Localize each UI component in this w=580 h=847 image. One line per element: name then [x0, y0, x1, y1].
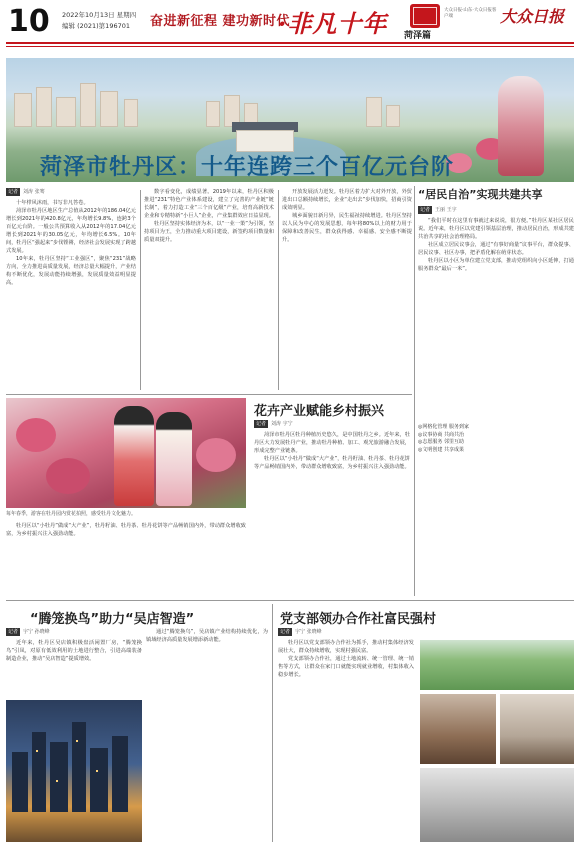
paragraph: 十年栉风沐雨，书写非凡答卷。 [16, 200, 89, 206]
lead-byline [6, 188, 136, 196]
worker-photo [420, 694, 496, 764]
dancer-figure [498, 76, 544, 176]
city-night-photo [6, 700, 142, 842]
cage-byline [6, 628, 142, 636]
cage-article-body-2 [146, 628, 268, 842]
issue-date: 2022年10月13日 星期四 [62, 11, 137, 19]
building-icon [50, 742, 68, 812]
lead-article-col1 [6, 188, 136, 392]
right-feature-title: “居民自治”实现共建共享 [418, 188, 543, 201]
column-divider [272, 604, 273, 842]
party-byline [278, 628, 414, 636]
banner-slogan: 奋进新征程 建功新时代 [150, 14, 291, 29]
byline-text: 刘涛 张骞 [23, 189, 45, 195]
column-divider [140, 190, 141, 390]
column-divider [278, 190, 279, 390]
peony-icon [46, 458, 90, 494]
paragraph: 牡丹区以“小牡丹”做成“大产业”，牡丹籽油、牡丹茶、牡丹花饼等产品畅销国内外，带动群众增收致富，为乡村振兴注入强劲动能。 [6, 523, 246, 537]
byline-tag: 记者 [420, 207, 431, 213]
paragraph: 数字看变化，成绩显著。2019年以来，牡丹区积极推进“231”特色产业体系建设，建立了完善的产业链“链长制”，着力打造工业“三个百亿级”产业，培育高新技术企业和专精特新“小巨人”企业，产业集群效应日益显现。 [144, 189, 274, 219]
peony-photo [6, 398, 246, 508]
pavilion [236, 130, 294, 152]
window-light [76, 740, 78, 742]
peony-icon [16, 418, 56, 452]
paper-subtitle: 大众日报·山东·大众日报客户端 [444, 8, 497, 19]
feature-banner [150, 4, 400, 36]
list-item: ◎志愿服务 邻里互助 [418, 439, 464, 446]
right-feature-body [418, 206, 574, 416]
masthead-rule [6, 42, 574, 44]
person-figure [156, 412, 192, 506]
byline-tag: 记者 [8, 189, 19, 195]
building-icon [36, 87, 52, 127]
edition-name: 菏泽篇 [404, 31, 432, 41]
building-icon [72, 722, 86, 812]
paragraph: 菏泽市牡丹区地区生产总值从2012年的186.04亿元增长到2021年的420.8亿元，年均增长9.8%，连跨3个百亿元台阶。一般公共预算收入从2012年的17.04亿元增长到2021年的30.05亿元，年均增长6.5%。10年间，牡丹区“强起来”步伐铿锵，经济社会发展实现了跨越式发展。 [6, 208, 136, 254]
list-item: ◎网格化管理 服务到家 [418, 424, 469, 430]
lead-article-col3 [282, 188, 412, 392]
factory-photo [420, 768, 574, 842]
cage-article-body [6, 628, 142, 698]
paragraph: 社区成立居民议事会，通过“有事好商量”议事平台，群众提事、居民议事、社区办事，把矛盾化解在萌芽状态。 [418, 242, 574, 256]
seal-icon [410, 4, 440, 28]
byline-tag: 记者 [280, 629, 291, 635]
industry-article-extra [6, 522, 246, 598]
party-article-body [278, 628, 414, 842]
masthead [0, 0, 580, 58]
paragraph: 10年来，牡丹区坚持“工业强区”，聚焦“231”战略方向，全力推进高质量发展，经济总量大幅提升，产业结构不断优化，发展动能持续增强，发展质量效益明显提高。 [6, 256, 136, 286]
byline-text: 王丽 王宇 [435, 207, 457, 213]
paragraph: 城乡面貌日新月异，民生福祉持续增进。牡丹区坚持以人民为中心的发展思想，每年将80%以上的财力用于保障和改善民生，群众获得感、幸福感、安全感不断提升。 [282, 213, 412, 243]
peony-icon [196, 438, 236, 472]
paragraph: “我们平时在这里有事就过来说说，很方便。”牡丹区某社区居民说。近年来，牡丹区以党建引领基层治理，推动居民自治，形成共建共治共享的社会治理格局。 [418, 218, 574, 240]
building-icon [124, 99, 138, 127]
paragraph: 牡丹区以小区为单位建立党支部，推动党组织向小区延伸，打通服务群众“最后一米”。 [418, 258, 574, 272]
industry-byline [254, 420, 410, 428]
building-icon [366, 97, 382, 127]
building-icon [112, 736, 128, 812]
building-icon [90, 748, 108, 812]
lead-article-col2 [144, 188, 274, 392]
building-icon [12, 752, 28, 812]
byline-tag: 记者 [8, 629, 19, 635]
banner-feature-title: ·非凡十年 [278, 9, 388, 38]
section-divider [6, 394, 412, 395]
window-light [36, 750, 38, 752]
masthead-rule-thin [6, 46, 574, 47]
page-headline: 菏泽市牡丹区：十年连跨三个百亿元台阶 [40, 155, 455, 180]
right-byline [418, 206, 574, 214]
building-icon [386, 105, 400, 127]
cage-article-title: “腾笼换鸟”助力“吴店智造” [30, 612, 195, 627]
section-divider [6, 600, 574, 601]
building-icon [56, 97, 76, 127]
building-icon [80, 83, 96, 127]
building-icon [206, 101, 220, 127]
paragraph: 牡丹区以党支部领办合作社为抓手，推动村集体经济发展壮大，群众持续增收，实现村强民富。 [278, 640, 414, 654]
paper-name: 大众日报 [500, 7, 565, 26]
person-figure [114, 406, 154, 506]
paragraph: 通过“腾笼换鸟”，吴店镇产业结构持续优化，为镇域经济高质量发展增添新动能。 [146, 629, 268, 643]
column-divider [414, 186, 415, 596]
byline-text: 宇宁 孙晓峰 [23, 629, 50, 635]
page-number: 10 [8, 4, 50, 39]
window-light [56, 780, 58, 782]
right-feature-list [418, 424, 574, 454]
list-item: ◎议事协商 共商共治 [418, 431, 464, 438]
paragraph: 近年来，牡丹区吴店镇积极盘活闲置厂房，“腾笼换鸟”引凤，对原有低效利用的土地进行整合，引进高端装备制造企业，推动“吴店智造”提质增效。 [6, 640, 142, 662]
byline-text: 刘涛 宇宁 [271, 421, 293, 427]
paragraph: 菏泽市牡丹区牡丹种植历史悠久，是中国牡丹之乡。近年来，牡丹区大力发展牡丹产业，推动牡丹种植、加工、观光旅游融合发展，形成完整产业链条。 [254, 432, 410, 454]
byline-text: 宇宁 张晓峰 [295, 629, 322, 635]
paragraph: 开放发展活力迸发。牡丹区着力扩大对外开放，外贸进出口总额持续增长，企业“走出去”步伐加快，招商引资成效明显。 [282, 189, 412, 211]
industry-article-title: 花卉产业赋能乡村振兴 [254, 404, 385, 419]
issue-number: 编辑 (2021)第196701 [62, 22, 130, 30]
paragraph: 党支部领办合作社，通过土地流转、统一管理、统一销售等方式，让群众在家门口就能实现就业增收，村集体收入稳步增长。 [278, 656, 414, 678]
building-icon [32, 732, 46, 812]
workshop-photo [500, 694, 574, 764]
window-light [96, 770, 98, 772]
building-icon [14, 93, 32, 127]
building-icon [100, 91, 118, 127]
byline-tag: 记者 [256, 421, 267, 427]
photo-caption: 每年春季，游客在牡丹园内赏花拍照，感受牡丹文化魅力。 [6, 511, 137, 517]
party-article-title: 党支部领办合作社富民强村 [280, 612, 437, 627]
paragraph: 牡丹区以“小牡丹”做成“大产业”，牡丹籽油、牡丹茶、牡丹花饼等产品畅销国内外，带动群众增收致富，为乡村振兴注入强劲动能。 [254, 456, 410, 470]
cooperative-field-photo [420, 640, 574, 690]
list-item: ◎文明创建 共享成果 [418, 446, 464, 453]
industry-article-body [254, 420, 410, 596]
paragraph: 牡丹区坚持实体经济为本，以“一业一策”为引领，坚持项目为王，全力推动重大项目建设，新签约项目数量和质量双提升。 [144, 221, 274, 243]
